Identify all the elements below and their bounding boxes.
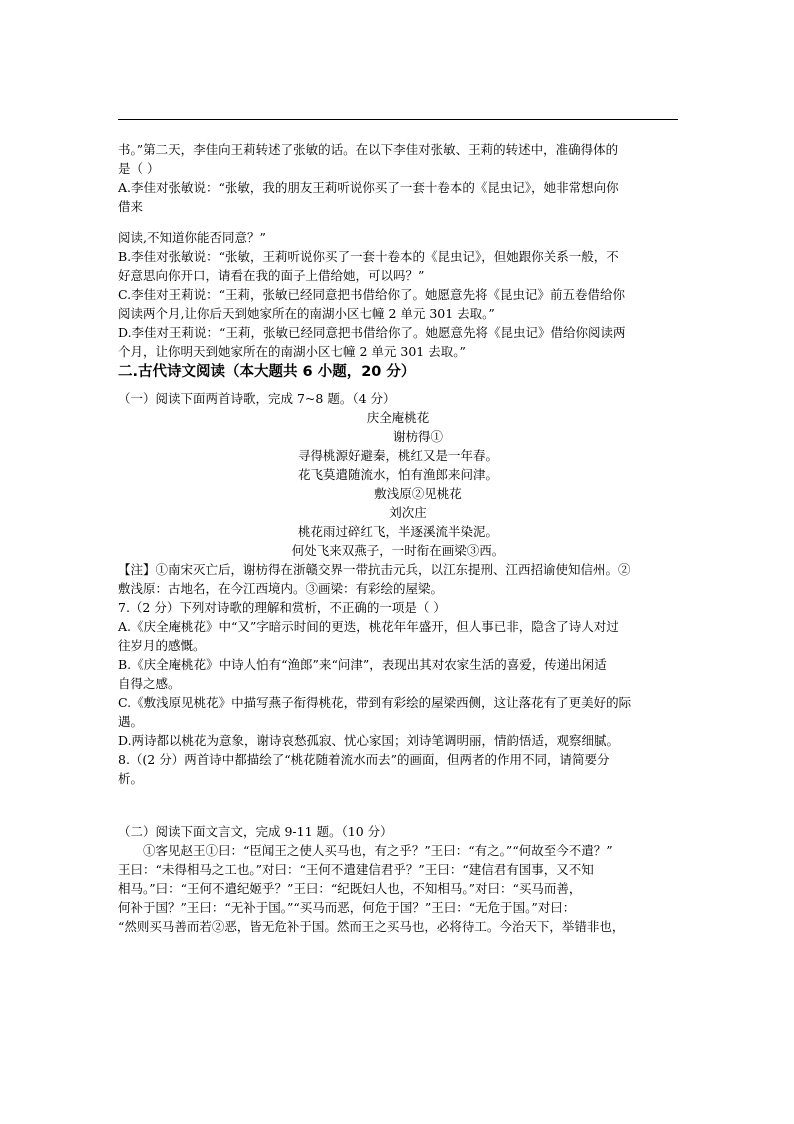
- poem-1-line-1: 寻得桃源好避秦，桃红又是一年春。: [297, 448, 498, 463]
- q6-option-d-line2: 个月，让你明天到她家所在的南湖小区七幢 2 单元 301 去取。”: [118, 344, 466, 359]
- question-6-block: [118, 140, 678, 216]
- q7-option-c-line1: C.《敷浅原见桃花》中描写燕子衔得桃花，带到有彩绘的屋梁西侧，这让落花有了更美好的际: [118, 695, 632, 710]
- q6-option-a-line1: A.李佳对张敏说：“张敏，我的朋友王莉听说你买了一套十卷本的《昆虫记》，她非常想向你: [118, 180, 619, 195]
- q7-option-b-line2: 自得之感。: [118, 676, 181, 691]
- q6-line2: 是（ ）: [118, 161, 160, 176]
- part-1-intro: （一）阅读下面两首诗歌，完成 7~8 题。（4 分）: [118, 391, 396, 406]
- q6-option-c-line1: C.李佳对王莉说：“王莉，张敏已经同意把书借给你了。她愿意先将《昆虫记》前五卷借给你: [118, 287, 625, 302]
- q6-option-d-line1: D.李佳对王莉说：“王莉，张敏已经同意把书借给你了。她愿意先将《昆虫记》借给你阅读两: [118, 325, 626, 340]
- question-7: 7.（2 分）下列对诗歌的理解和赏析，不正确的一项是（ ）: [118, 600, 446, 615]
- header-rule: [118, 119, 678, 120]
- q6-option-c-line2: 阅读两个月,让你后天到她家所在的南湖小区七幢 2 单元 301 去取。”: [118, 306, 495, 321]
- q6-line1: 书。”第二天，李佳向王莉转述了张敏的话。在以下李佳对张敏、王莉的转述中，准确得体的: [118, 142, 619, 157]
- q7-option-b-line1: B.《庆全庵桃花》中诗人怕有“渔郎”来“问津”，表现出其对农家生活的喜爱，传递出闲适: [118, 657, 607, 672]
- section-2-heading: 二.古代诗文阅读（本大题共 6 小题，20 分）: [118, 364, 416, 380]
- q6-option-b-line1: B.李佳对张敏说：“张敏，王莉听说你买了一套十卷本的《昆虫记》，但她跟你关系一般，不: [118, 249, 619, 264]
- q6-option-b-line2: 好意思向你开口，请看在我的面子上借给她，可以吗？”: [118, 268, 425, 283]
- prose-line-5: “然则买马善而若②恶，皆无危补于国。然而王之买马也，必将待工。今治天下，举错非也，: [118, 919, 625, 934]
- part-2-intro: （二）阅读下面文言文，完成 9-11 题。（10 分）: [118, 824, 393, 839]
- q6-option-a-line3: 阅读,不知道你能否同意？”: [118, 230, 266, 245]
- q7-option-c-line2: 遇。: [118, 714, 144, 729]
- section-2-heading-block: [118, 362, 678, 382]
- q7-option-a-line1: A.《庆全庵桃花》中“又”字暗示时间的更迭，桃花年年盛开，但人事已非，隐含了诗人对过: [118, 619, 619, 634]
- poem-1-author: 谢枋得①: [392, 429, 443, 444]
- poem-1-title: 庆全庵桃花: [366, 410, 430, 425]
- poem-2-author: 刘次庄: [389, 505, 427, 520]
- question-6-options: [118, 228, 678, 361]
- q7-option-d: D.两诗都以桃花为意象，谢诗哀愁孤寂、忧心家国；刘诗笔调明丽，情韵悟适，观察细腻。: [118, 733, 620, 748]
- prose-block: [118, 822, 678, 936]
- poem-2-line-2: 何处飞来双燕子，一时衔在画梁③西。: [291, 543, 505, 558]
- question-8-line2: 析。: [118, 771, 144, 786]
- poem-1-line-2: 花飞莫遣随流水，怕有渔郎来问津。: [297, 467, 498, 482]
- poem-2-title: 敷浅原②见桃花: [374, 486, 462, 501]
- prose-line-4: 何补于国？”王曰：“无补于国。”“买马而恶，何危于国？”王曰：“无危于国。”对曰：: [118, 900, 576, 915]
- note-line-2: 敷浅原：古地名，在今江西境内。③画梁：有彩绘的屋梁。: [118, 581, 444, 596]
- prose-line-2: 王曰：“未得相马之工也。”对曰：“王何不遣建信君乎？”王曰：“建信君有国事，又不知: [118, 862, 594, 877]
- q7-option-a-line2: 往岁月的感慨。: [118, 638, 206, 653]
- poem-2-line-1: 桃花雨过碎红飞，半逐溪流半染泥。: [297, 524, 498, 539]
- q6-option-a-line2: 借来: [118, 199, 144, 214]
- note-line-1: 【注】①南宋灭亡后，谢枋得在浙赣交界一带抗击元兵，以江东提刑、江西招谕使知信州。②: [118, 562, 631, 577]
- prose-line-3: 相马。”曰：“王何不遣纪姬乎？”王曰：“纪既妇人也，不知相马。”对曰：“买马而善，: [118, 881, 582, 896]
- poems-block: [118, 389, 678, 788]
- question-8-line1: 8.（(2 分）两首诗中都描绘了“桃花随着流水而去”的画面，但两者的作用不同，请简要分: [118, 752, 610, 767]
- prose-line-1: ①客见赵王①曰：“臣闻王之使人买马也，有之乎？”王曰：“有之。”“何故至今不遣？”: [143, 843, 613, 858]
